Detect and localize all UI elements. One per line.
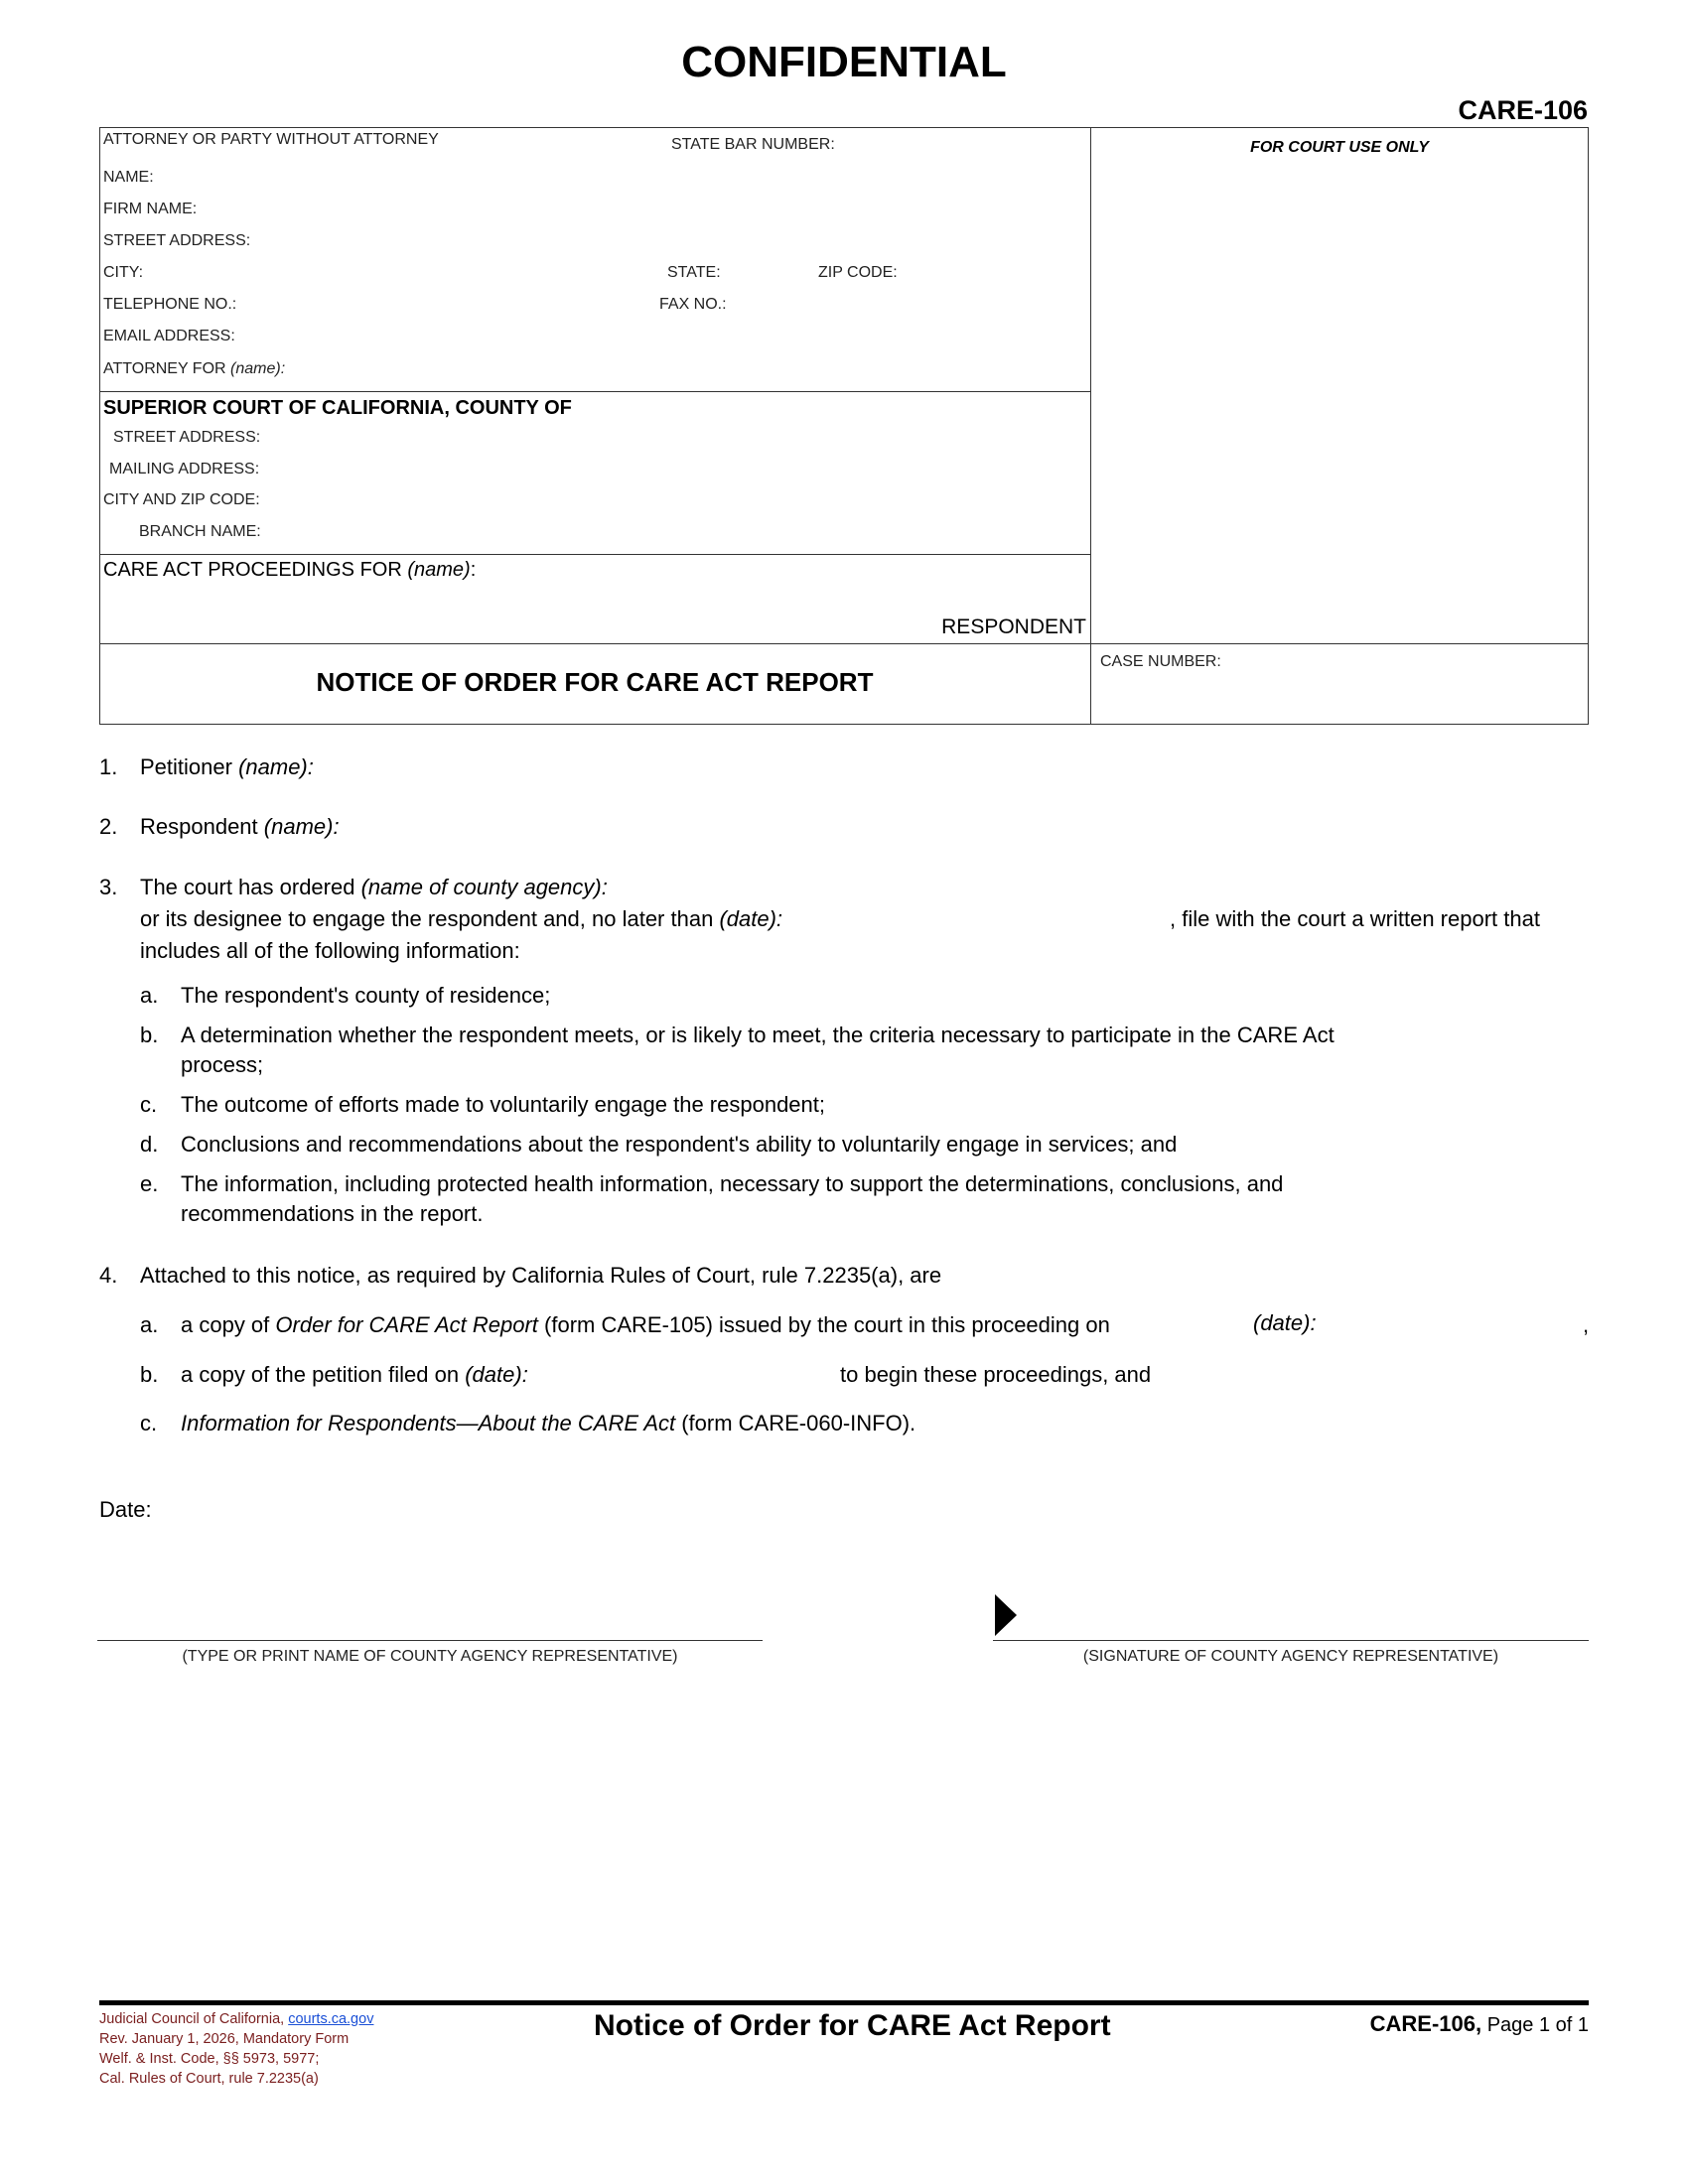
telephone-label: TELEPHONE NO.: — [103, 296, 237, 313]
court-street-label: STREET ADDRESS: — [113, 429, 261, 446]
item-3c-text: The outcome of efforts made to voluntarily engage the respondent; — [181, 1092, 825, 1117]
petition-filed-date-field[interactable] — [586, 1358, 829, 1388]
email-field[interactable] — [244, 322, 1082, 349]
court-branch-field[interactable] — [278, 519, 1082, 545]
item-4-text: Attached to this notice, as required by California Rules of Court, rule 7.2235(a), are — [140, 1263, 942, 1288]
divider-court-proceedings — [99, 554, 1091, 555]
item-1 — [99, 752, 117, 782]
item-3-line-2b: , file with the court a written report that — [1170, 906, 1540, 931]
footer-council-line — [99, 2009, 373, 2029]
county-field[interactable] — [635, 395, 1082, 423]
item-3-date-hint: (date): — [719, 906, 783, 931]
item-4b-date-hint: (date): — [465, 1362, 528, 1387]
form-title: NOTICE OF ORDER FOR CARE ACT REPORT — [316, 667, 874, 697]
date-field[interactable] — [169, 1493, 566, 1525]
respondent-name-label: Respondent — [140, 814, 258, 839]
zip-code-label: ZIP CODE: — [818, 264, 898, 281]
respondent-name-hint: (name): — [263, 814, 340, 839]
footer-statute: Welf. & Inst. Code, §§ 5973, 5977; — [99, 2051, 320, 2067]
item-4c-text — [181, 1409, 915, 1438]
footer-rev: Rev. January 1, 2026, Mandatory Form — [99, 2031, 350, 2047]
attorney-for-label — [103, 360, 285, 378]
respondent-label: RESPONDENT — [941, 615, 1086, 638]
item-1-text — [140, 752, 314, 782]
footer-page-info — [1370, 2011, 1589, 2037]
item-4a-form-title: Order for CARE Act Report — [275, 1312, 538, 1337]
representative-name-field[interactable] — [99, 1600, 761, 1638]
item-4a-pre: a copy of — [181, 1312, 270, 1337]
item-4a-date-hint: (date): — [1253, 1310, 1317, 1335]
item-3-number: 3. — [99, 875, 118, 899]
divider-attorney-court — [99, 391, 1091, 392]
item-3a-text: The respondent's county of residence; — [181, 983, 551, 1008]
item-4c-letter: c. — [140, 1411, 158, 1435]
item-4b-pre: a copy of the petition filed on — [181, 1362, 460, 1387]
item-4-number: 4. — [99, 1263, 118, 1288]
item-2-number: 2. — [99, 814, 118, 839]
fax-field[interactable] — [737, 290, 1082, 318]
item-3b-letter: b. — [140, 1023, 159, 1047]
signature-caption: (SIGNATURE OF COUNTY AGENCY REPRESENTATIVE) — [1082, 1648, 1499, 1665]
proceedings-label — [103, 559, 476, 582]
item-3e-text: The information, including protected health information, necessary to support the determinations, conclusions, and — [181, 1171, 1284, 1196]
county-agency-hint: (name of county agency): — [360, 875, 608, 899]
item-3a-letter: a. — [140, 983, 159, 1008]
name-label: NAME: — [103, 169, 154, 186]
firm-name-field[interactable] — [204, 195, 1082, 222]
item-3c-letter: c. — [140, 1092, 158, 1117]
court-street-field[interactable] — [278, 425, 1082, 451]
confidential-heading: CONFIDENTIAL — [681, 38, 1007, 86]
signature-line — [993, 1640, 1589, 1641]
footer-page-number: Page 1 of 1 — [1486, 2014, 1589, 2036]
county-agency-field[interactable] — [685, 873, 1584, 902]
zip-code-field[interactable] — [906, 258, 1082, 286]
state-field[interactable] — [731, 258, 814, 286]
attorney-for-hint: (name): — [230, 360, 286, 377]
item-3b-text: A determination whether the respondent meets, or is likely to meet, the criteria necessary to participate in the CARE Act — [181, 1023, 1335, 1047]
item-4b-text — [181, 1360, 528, 1390]
signature-arrow-icon — [993, 1592, 1019, 1638]
footer-rule — [99, 2000, 1589, 2005]
footer-title: Notice of Order for CARE Act Report — [594, 2009, 1111, 2042]
city-label: CITY: — [103, 264, 144, 281]
name-field[interactable] — [159, 163, 1082, 191]
item-3d-letter: d. — [140, 1132, 159, 1157]
footer-left — [99, 2009, 373, 2089]
footer-council: Judicial Council of California, — [99, 2011, 285, 2027]
item-4a-comma: , — [1583, 1312, 1590, 1337]
item-4b-letter: b. — [140, 1362, 159, 1387]
state-label: STATE: — [667, 264, 721, 281]
date-label: Date: — [99, 1497, 152, 1522]
item-4c-form-title: Information for Respondents—About the CARE Act — [181, 1411, 676, 1435]
court-city-zip-label: CITY AND ZIP CODE: — [103, 491, 260, 508]
street-address-label: STREET ADDRESS: — [103, 232, 251, 249]
email-label: EMAIL ADDRESS: — [103, 328, 235, 344]
firm-name-label: FIRM NAME: — [103, 201, 198, 217]
case-number-field[interactable] — [1100, 679, 1577, 715]
street-address-field[interactable] — [260, 226, 1082, 254]
form-number-top: CARE-106 — [1458, 95, 1588, 125]
proceedings-colon: : — [470, 559, 477, 581]
telephone-field[interactable] — [248, 290, 645, 318]
city-field[interactable] — [149, 258, 655, 286]
item-3b-text-cont: process; — [181, 1052, 264, 1077]
proceedings-name-field[interactable] — [109, 586, 1082, 614]
item-4b-post: to begin these proceedings, and — [840, 1362, 1152, 1387]
petitioner-name-field[interactable] — [343, 752, 1584, 782]
item-4a-text — [181, 1310, 1110, 1340]
fax-label: FAX NO.: — [659, 296, 727, 313]
state-bar-field[interactable] — [850, 130, 1082, 158]
proceedings-hint: (name) — [407, 559, 471, 581]
item-1-number: 1. — [99, 754, 118, 779]
item-3-line-3: includes all of the following information: — [140, 938, 520, 963]
name-caption: (TYPE OR PRINT NAME OF COUNTY AGENCY REPRESENTATIVE) — [182, 1648, 678, 1665]
item-3d-text: Conclusions and recommendations about the respondent's ability to voluntarily engage in services; and — [181, 1132, 1178, 1157]
item-3-deadline-text: or its designee to engage the respondent and, no later than — [140, 906, 714, 931]
court-use-label: FOR COURT USE ONLY — [1250, 139, 1429, 156]
court-branch-label: BRANCH NAME: — [139, 523, 261, 540]
petitioner-hint: (name): — [238, 754, 314, 779]
footer-form-number: CARE-106, — [1369, 2011, 1482, 2036]
proceedings-text: CARE ACT PROCEEDINGS FOR — [103, 559, 402, 581]
item-3e-text-cont: recommendations in the report. — [181, 1201, 484, 1226]
attorney-for-field[interactable] — [298, 354, 1082, 382]
item-2-text — [140, 812, 340, 842]
state-bar-label: STATE BAR NUMBER: — [671, 136, 835, 153]
item-4c-post: (form CARE-060-INFO). — [681, 1411, 916, 1435]
item-3-line-2a — [140, 904, 782, 934]
name-signature-line — [97, 1640, 763, 1641]
court-use-area[interactable] — [1096, 169, 1583, 715]
court-city-zip-field[interactable] — [278, 487, 1082, 513]
item-3-text: The court has ordered — [140, 875, 355, 899]
attorney-for-text: ATTORNEY FOR — [103, 360, 226, 377]
case-number-label: CASE NUMBER: — [1100, 653, 1221, 670]
order-issued-date-field[interactable] — [1331, 1308, 1579, 1338]
item-4a-letter: a. — [140, 1312, 159, 1337]
attorney-box-title: ATTORNEY OR PARTY WITHOUT ATTORNEY — [103, 131, 439, 148]
court-mailing-field[interactable] — [278, 457, 1082, 482]
item-3-line-1 — [140, 873, 608, 902]
court-title: SUPERIOR COURT OF CALIFORNIA, COUNTY OF — [103, 397, 572, 419]
respondent-name-field[interactable] — [372, 812, 1584, 842]
item-3e-letter: e. — [140, 1171, 159, 1196]
petitioner-label: Petitioner — [140, 754, 232, 779]
footer-rules: Cal. Rules of Court, rule 7.2235(a) — [99, 2071, 319, 2087]
court-mailing-label: MAILING ADDRESS: — [109, 461, 260, 478]
signature-field[interactable] — [1023, 1600, 1587, 1638]
footer-link[interactable]: courts.ca.gov — [288, 2011, 374, 2027]
report-due-date-field[interactable] — [884, 904, 1162, 934]
item-4a-post: (form CARE-105) issued by the court in this proceeding on — [544, 1312, 1110, 1337]
